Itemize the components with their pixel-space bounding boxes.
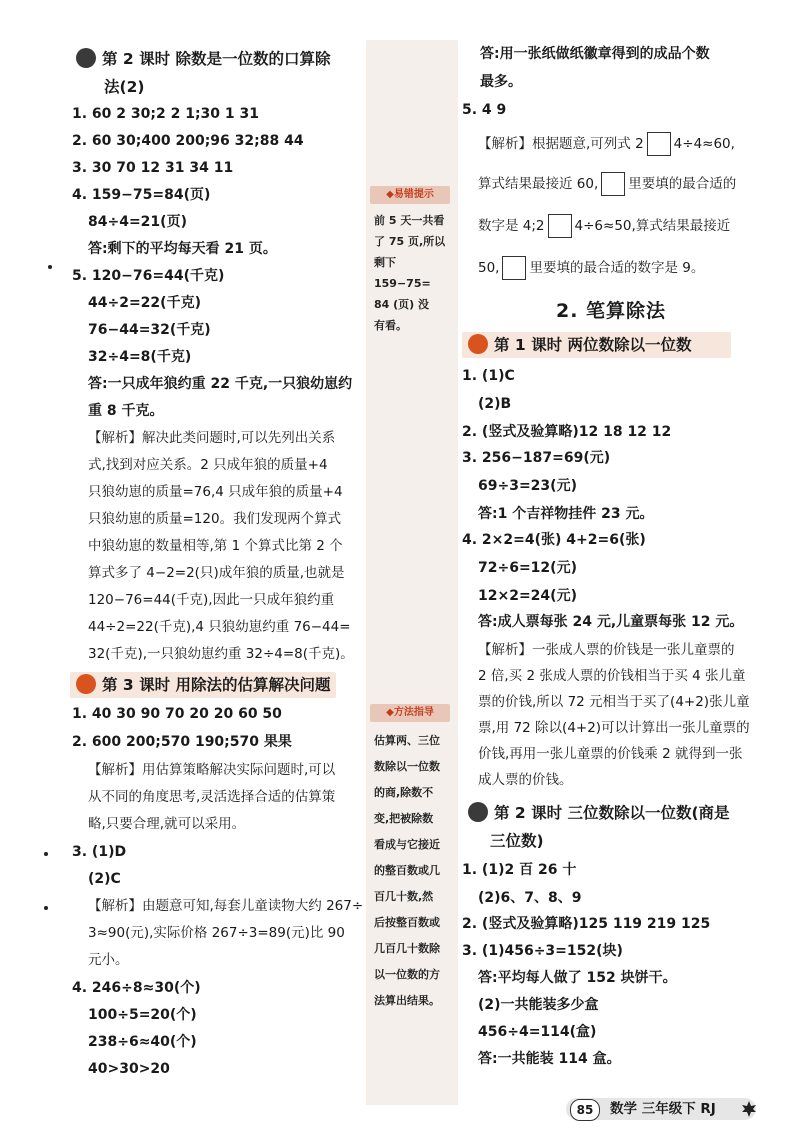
answer-line: 2. (竖式及验算略)125 119 219 125 xyxy=(462,916,711,932)
blank-box xyxy=(601,172,625,196)
answer-line: 3. 256−187=69(元) xyxy=(462,450,611,466)
answer-line: 69÷3=23(元) xyxy=(478,478,577,494)
note-line: 的商,除数不 xyxy=(374,786,434,799)
lesson-badge-icon xyxy=(76,48,96,68)
scan-speck xyxy=(44,852,48,856)
note-line: 以一位数的方 xyxy=(374,968,440,981)
analysis-line: 元小。 xyxy=(88,952,129,968)
lesson-title-cont: 三位数) xyxy=(490,832,544,850)
answer-line: 76−44=32(千克) xyxy=(88,322,211,338)
answer-line: 重 8 千克。 xyxy=(88,403,164,419)
analysis-line: 【解析】由题意可知,每套儿童读物大约 267÷ xyxy=(88,898,364,914)
answer-line: (2)C xyxy=(88,871,121,887)
page-number: 85 xyxy=(570,1099,600,1121)
note-heading-error: ◆易错提示 xyxy=(370,186,450,204)
answer-line: 100÷5=20(个) xyxy=(88,1007,197,1023)
lesson-title-cont: 法(2) xyxy=(104,78,145,96)
analysis-line: 式,找到对应关系。2 只成年狼的质量+4 xyxy=(88,457,328,473)
answer-line: 2. (竖式及验算略)12 18 12 12 xyxy=(462,424,672,440)
answer-line: 1. 60 2 30;2 2 1;30 1 31 xyxy=(72,106,260,122)
note-line: 看成与它接近 xyxy=(374,838,440,851)
answer-line: 1. (1)2 百 26 十 xyxy=(462,862,577,878)
lesson-badge-icon xyxy=(76,674,96,694)
answer-line: 答:用一张纸做纸徽章得到的成品个数 xyxy=(480,46,710,62)
lesson-title: 第 3 课时 用除法的估算解决问题 xyxy=(102,676,331,694)
answer-line: 答:1 个吉祥物挂件 23 元。 xyxy=(478,506,654,522)
note-line: 的整百数或几 xyxy=(374,864,440,877)
analysis-line: 从不同的角度思考,灵活选择合适的估算策 xyxy=(88,789,336,805)
analysis-line: 数字是 4;2 4÷6≈50,算式结果最接近 xyxy=(478,214,730,238)
analysis-line: 【解析】解决此类问题时,可以先列出关系 xyxy=(88,430,336,446)
analysis-line: 50, 里要填的最合适的数字是 9。 xyxy=(478,256,704,280)
answer-line: 答:平均每人做了 152 块饼干。 xyxy=(478,970,677,986)
note-line: 法算出结果。 xyxy=(374,994,440,1007)
blank-box xyxy=(502,256,526,280)
analysis-line: 只狼幼崽的质量=76,4 只成年狼的质量+4 xyxy=(88,484,343,500)
lesson-header-r2 xyxy=(468,800,730,826)
answer-line: 3. (1)D xyxy=(72,844,127,860)
analysis-line: 【解析】根据题意,可列式 2 4÷4≈60, xyxy=(478,132,735,156)
note-line: 了 75 页,所以 xyxy=(374,235,446,248)
answer-line: 44÷2=22(千克) xyxy=(88,295,201,311)
answer-line: 456÷4=114(盒) xyxy=(478,1024,597,1040)
answer-line: 答:成人票每张 24 元,儿童票每张 12 元。 xyxy=(478,614,744,630)
analysis-line: 【解析】一张成人票的价钱是一张儿童票的 xyxy=(478,642,735,658)
answer-line: (2)一共能装多少盒 xyxy=(478,997,599,1013)
scan-speck xyxy=(44,906,48,910)
note-line: 剩下 159−75= xyxy=(374,256,431,290)
lesson-header-2-cont xyxy=(104,74,144,100)
answer-line: 12×2=24(元) xyxy=(478,588,577,604)
answer-line: 5. 4 9 xyxy=(462,102,507,118)
answer-line: 1. (1)C xyxy=(462,368,515,384)
answer-line: (2)B xyxy=(478,396,512,412)
answer-line: 4. 246÷8≈30(个) xyxy=(72,980,201,996)
answer-line: 答:剩下的平均每天看 21 页。 xyxy=(88,241,277,257)
blank-box xyxy=(647,132,671,156)
note-line: 前 5 天一共看 xyxy=(374,214,445,227)
maple-leaf-icon xyxy=(740,1100,758,1118)
answer-line: 最多。 xyxy=(480,74,522,90)
note-line: 估算两、三位 xyxy=(374,734,440,747)
analysis-line: 2 倍,买 2 张成人票的价钱相当于买 4 张儿童 xyxy=(478,668,746,684)
note-heading-method: ◆方法指导 xyxy=(370,704,450,722)
analysis-line: 票,用 72 除以(4+2)可以计算出一张儿童票的 xyxy=(478,720,750,736)
analysis-line: 120−76=44(千克),因此一只成年狼约重 xyxy=(88,592,335,608)
lesson-title: 第 1 课时 两位数除以一位数 xyxy=(494,336,692,354)
analysis-line: 中狼幼崽的数量相等,第 1 个算式比第 2 个 xyxy=(88,538,343,554)
note-line: 百几十数,然 xyxy=(374,890,434,903)
lesson-header-3 xyxy=(76,672,330,698)
answer-line: 5. 120−76=44(千克) xyxy=(72,268,225,284)
analysis-line: 价钱,再用一张儿童票的价钱乘 2 就得到一张 xyxy=(478,746,743,762)
lesson-badge-icon xyxy=(468,334,488,354)
analysis-line: 成人票的价钱。 xyxy=(478,772,573,788)
note-text xyxy=(374,728,452,1014)
footer-label: 数学 三年级下 RJ xyxy=(610,1101,716,1117)
analysis-line: 只狼幼崽的质量=120。我们发现两个算式 xyxy=(88,511,342,527)
analysis-line: 算式结果最接近 60, 里要填的最合适的 xyxy=(478,172,736,196)
answer-line: 1. 40 30 90 70 20 20 60 50 xyxy=(72,706,282,722)
lesson-title: 第 2 课时 除数是一位数的口算除 xyxy=(102,50,331,68)
note-line: 后按整百数或 xyxy=(374,916,440,929)
answer-line: 40>30>20 xyxy=(88,1061,170,1077)
answer-line: 84÷4=21(页) xyxy=(88,214,187,230)
note-line: 有看。 xyxy=(374,319,407,332)
answer-line: 答:一共能装 114 盒。 xyxy=(478,1051,621,1067)
answer-line: 4. 159−75=84(页) xyxy=(72,187,211,203)
note-text xyxy=(374,210,452,336)
note-line: 数除以一位数 xyxy=(374,760,440,773)
answer-line: 3. 30 70 12 31 34 11 xyxy=(72,160,234,176)
analysis-line: 3≈90(元),实际价格 267÷3=89(元)比 90 xyxy=(88,925,345,941)
answer-line: 238÷6≈40(个) xyxy=(88,1034,197,1050)
analysis-line: 略,只要合理,就可以采用。 xyxy=(88,816,246,832)
lesson-title: 第 2 课时 三位数除以一位数(商是 xyxy=(494,804,730,822)
analysis-line: 44÷2=22(千克),4 只狼幼崽约重 76−44= xyxy=(88,619,351,635)
note-line: 变,把被除数 xyxy=(374,812,434,825)
lesson-header-r2-cont xyxy=(490,828,544,854)
section-title: 2. 笔算除法 xyxy=(556,300,667,322)
answer-line: 2. 600 200;570 190;570 果果 xyxy=(72,734,292,750)
answer-line: 4. 2×2=4(张) 4+2=6(张) xyxy=(462,532,646,548)
scan-speck xyxy=(48,265,52,269)
answer-line: 3. (1)456÷3=152(块) xyxy=(462,943,623,959)
lesson-header-r1 xyxy=(468,332,691,358)
note-line: 几百几十数除 xyxy=(374,942,440,955)
analysis-line: 算式多了 4−2=2(只)成年狼的质量,也就是 xyxy=(88,565,345,581)
note-line: 84 (页) 没 xyxy=(374,298,430,311)
answer-line: 2. 60 30;400 200;96 32;88 44 xyxy=(72,133,304,149)
answer-line: 72÷6=12(元) xyxy=(478,560,577,576)
analysis-line: 【解析】用估算策略解决实际问题时,可以 xyxy=(88,762,336,778)
lesson-header-2 xyxy=(76,46,330,72)
analysis-line: 票的价钱,所以 72 元相当于买了(4+2)张儿童 xyxy=(478,694,750,710)
analysis-line: 32(千克),一只狼幼崽约重 32÷4=8(千克)。 xyxy=(88,646,354,662)
answer-line: 答:一只成年狼约重 22 千克,一只狼幼崽约 xyxy=(88,376,353,392)
lesson-badge-icon xyxy=(468,802,488,822)
answer-line: (2)6、7、8、9 xyxy=(478,890,582,906)
blank-box xyxy=(548,214,572,238)
answer-line: 32÷4=8(千克) xyxy=(88,349,192,365)
